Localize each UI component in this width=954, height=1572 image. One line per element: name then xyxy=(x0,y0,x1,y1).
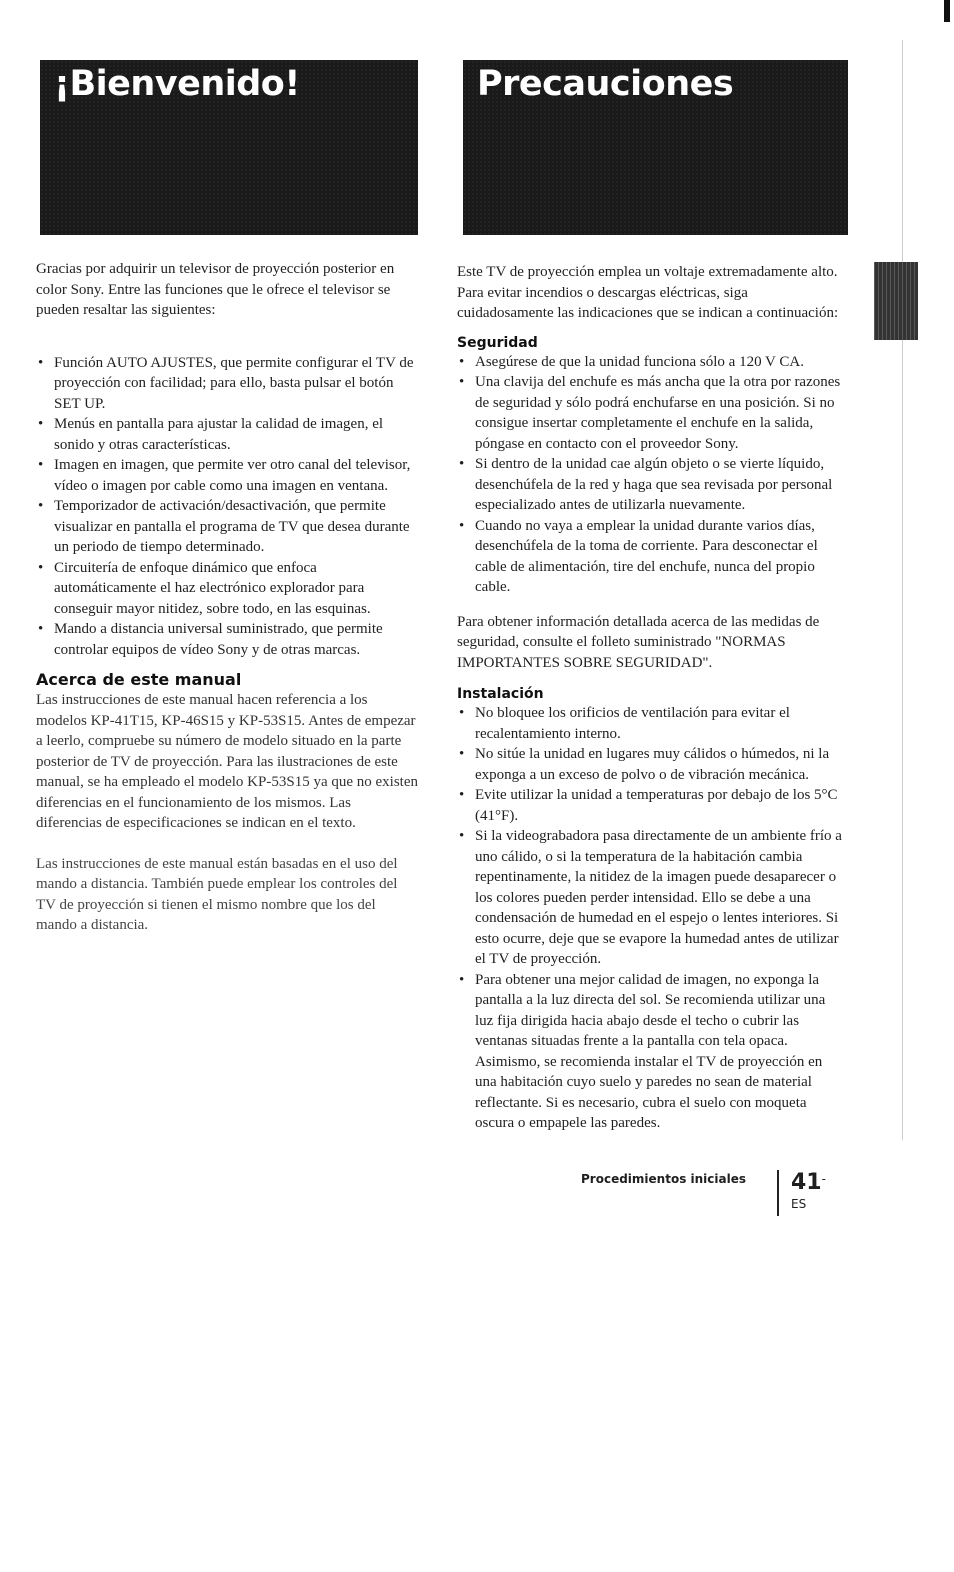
precautions-column xyxy=(457,262,845,1134)
feature-list xyxy=(36,353,418,661)
list-item: • No bloquee los orificios de ventilación para evitar el recalentamiento interno. xyxy=(457,703,845,744)
list-item: • Menús en pantalla para ajustar la calidad de imagen, el sonido y otras características. xyxy=(36,414,418,455)
welcome-banner xyxy=(40,60,418,235)
list-item: • Evite utilizar la unidad a temperaturas por debajo de los 5°C (41°F). xyxy=(457,785,845,826)
safety-info: Para obtener información detallada acerca de las medidas de seguridad, consulte el folleto suministrado "NORMAS IMPORTANTES SOBRE SEGURIDAD". xyxy=(457,613,820,671)
safety-list xyxy=(457,352,845,598)
safety-heading: Seguridad xyxy=(457,334,538,351)
list-item: • Circuitería de enfoque dinámico que enfoca automáticamente el haz electrónico explorador para conseguir mayor nitidez, sobre todo, en las esquinas. xyxy=(36,558,418,620)
precautions-title: Precauciones xyxy=(477,64,734,104)
list-item: • Si dentro de la unidad cae algún objeto o se vierte líquido, desenchúfela de la red y haga que sea revisada por personal especializado antes de utilizarla nuevamente. xyxy=(457,454,845,516)
list-item: • Una clavija del enchufe es más ancha que la otra por razones de seguridad y sólo podrá enchufarse en una posición. Si no consigue insertar completamente el enchufe en la salida, póngase en contacto con el proveedor Sony. xyxy=(457,372,845,454)
list-item: • Cuando no vaya a emplear la unidad durante varios días, desenchúfela de la toma de corriente. Para desconectar el cable de alimentación, tire del enchufe, nunca del propio cable. xyxy=(457,516,845,598)
page-footer xyxy=(560,1170,840,1220)
welcome-title: ¡Bienvenido! xyxy=(54,64,300,104)
manual-heading: Acerca de este manual xyxy=(36,670,242,689)
page-number-value: 41 xyxy=(791,1170,822,1195)
page-corner-mark xyxy=(944,0,950,22)
precautions-banner xyxy=(463,60,848,235)
precautions-intro: Este TV de proyección emplea un voltaje extremadamente alto. Para evitar incendios o descargas eléctricas, siga cuidadosamente las indicaciones que se indican a continuación: xyxy=(457,264,839,321)
list-item: • Temporizador de activación/desactivación, que permite visualizar en pantalla el programa de TV que desea durante un periodo de tiempo determinado. xyxy=(36,496,418,558)
list-item: • Para obtener una mejor calidad de imagen, no exponga la pantalla a la luz directa del sol. Se recomienda utilizar una luz fija dirigida hacia abajo desde el techo o cubrir las ventanas situadas frente a la pantalla con tela opaca. Asimismo, se recomienda instalar el TV de proyección en una habitación cuyo suelo y paredes no sean de material reflectante. Si es necesario, cubra el suelo con moqueta oscura o empapele las paredes. xyxy=(457,970,845,1134)
welcome-column xyxy=(36,259,418,936)
list-item: • Asegúrese de que la unidad funciona sólo a 120 V CA. xyxy=(457,352,845,373)
page-number xyxy=(791,1170,840,1220)
list-item: • Función AUTO AJUSTES, que permite configurar el TV de proyección con facilidad; para ello, basta pulsar el botón SET UP. xyxy=(36,353,418,415)
page-number-suffix: -ES xyxy=(791,1172,826,1211)
list-item: • Mando a distancia universal suministrado, que permite controlar equipos de vídeo Sony y de otras marcas. xyxy=(36,619,418,660)
welcome-intro: Gracias por adquirir un televisor de proyección posterior en color Sony. Entre las funciones que le ofrece el televisor se pueden resaltar las siguientes: xyxy=(36,261,395,318)
install-heading: Instalación xyxy=(457,686,544,702)
list-item: • Si la videograbadora pasa directamente de un ambiente frío a uno cálido, o si la temperatura de la habitación cambia repentinamente, la nitidez de la imagen puede desaparecer o los colores pueden perder intensidad. Ello se debe a una condensación de humedad en el espejo o lentes interiores. Si esto ocurre, deje que se evapore la humedad antes de utilizar el TV de proyección. xyxy=(457,826,845,970)
manual-paragraph: Las instrucciones de este manual están basadas en el uso del mando a distancia. También puede emplear los controles del TV de proyección si tienen el mismo nombre que los del mando a distancia. xyxy=(36,855,398,933)
footer-section-label: Procedimientos iniciales xyxy=(581,1172,746,1186)
list-item: • Imagen en imagen, que permite ver otro canal del televisor, vídeo o imagen por cable como una imagen en ventana. xyxy=(36,455,418,496)
page-edge-line xyxy=(902,40,903,1140)
manual-paragraph: Las instrucciones de este manual hacen referencia a los modelos KP-41T15, KP-46S15 y KP-53S15. Antes de empezar a leerlo, compruebe su número de modelo situado en la parte posterior de TV de proyección. Para las ilustraciones de este manual, se ha empleado el modelo KP-53S15 ya que no existen diferencias en el funcionamiento de los mismos. Las diferencias de especificaciones se indican en el texto. xyxy=(36,692,418,831)
install-list xyxy=(457,703,845,1134)
list-item: • No sitúe la unidad en lugares muy cálidos o húmedos, ni la exponga a un exceso de polvo o de vibración mecánica. xyxy=(457,744,845,785)
section-thumb-tab xyxy=(874,262,918,340)
footer-divider xyxy=(777,1170,779,1216)
